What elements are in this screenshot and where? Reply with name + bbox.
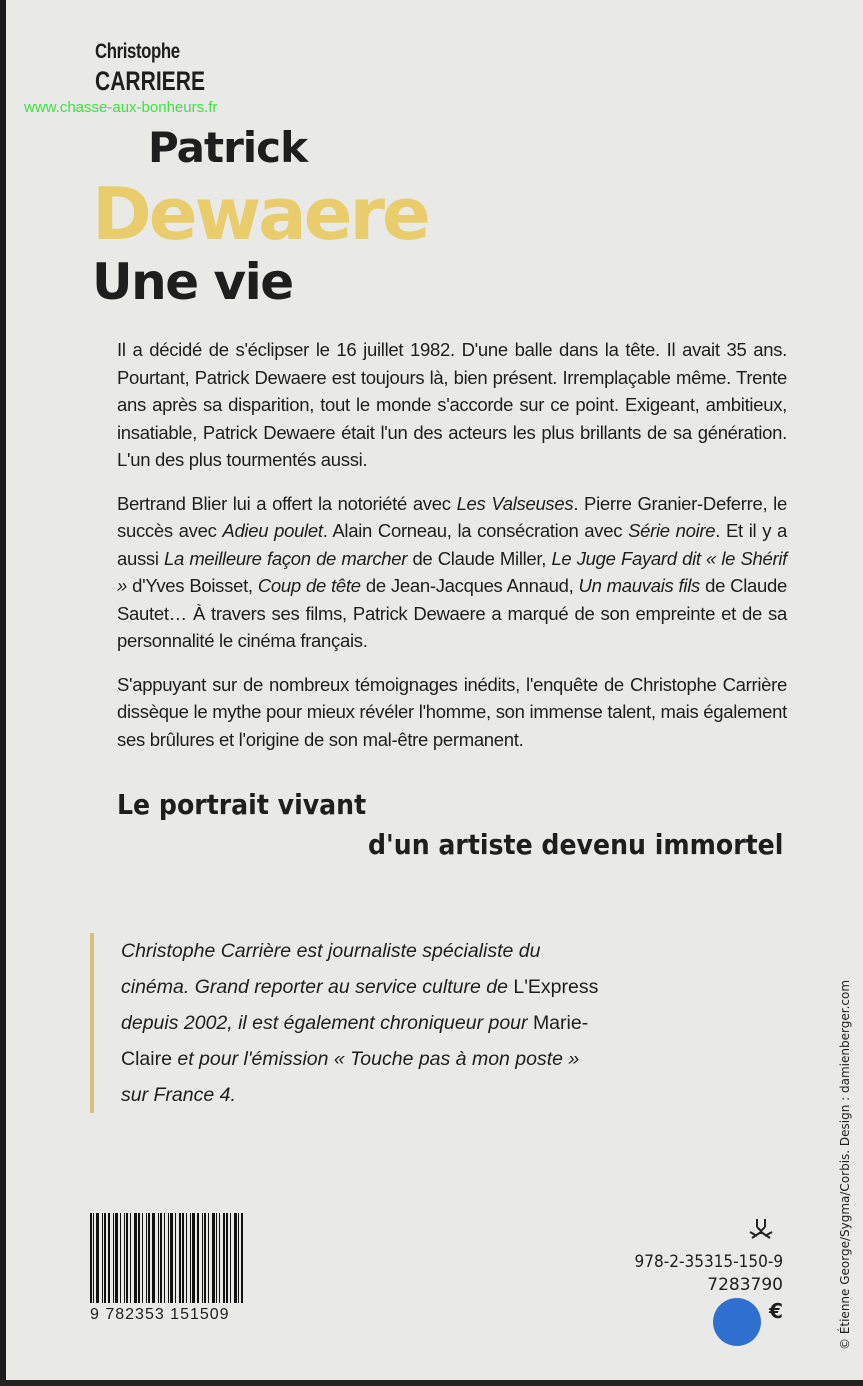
barcode-bar bbox=[204, 1213, 206, 1303]
paragraph-3: S'appuyant sur de nombreux témoignages inédits, l'enquête de Christophe Carrière dissèque le mythe pour mieux révéler l'homme, son immense talent, mais également ses brûlures et l'origine de son mal-être permanent. bbox=[117, 673, 787, 750]
cover-edge bbox=[0, 0, 6, 1386]
film-title: Le Juge Fayard dit « le Shérif » bbox=[117, 547, 787, 596]
barcode-bar bbox=[219, 1213, 220, 1303]
author-bio bbox=[121, 933, 601, 1113]
barcode-bar bbox=[96, 1213, 99, 1303]
barcode-bar bbox=[186, 1213, 187, 1303]
barcode-bar bbox=[179, 1213, 181, 1303]
title-line-2: Dewaere bbox=[92, 172, 428, 256]
barcode-bar bbox=[241, 1213, 243, 1303]
barcode-bar bbox=[190, 1213, 191, 1303]
paragraph-2 bbox=[117, 490, 787, 655]
barcode-bar bbox=[108, 1213, 110, 1303]
euro-symbol: € bbox=[769, 1299, 783, 1323]
watermark: www.chasse-aux-bonheurs.fr bbox=[24, 99, 218, 116]
barcode-bar bbox=[130, 1213, 131, 1303]
publication: Marie-Claire bbox=[121, 1012, 589, 1070]
barcode-bar bbox=[202, 1213, 203, 1303]
cover-text-column bbox=[117, 336, 787, 1113]
film-title: Adieu poulet bbox=[222, 520, 323, 541]
barcode-bar bbox=[164, 1213, 165, 1303]
author-last-name: CARRIERE bbox=[95, 66, 205, 96]
barcode-bar bbox=[170, 1213, 173, 1303]
barcode-bar bbox=[126, 1213, 128, 1303]
barcode-bar bbox=[102, 1213, 103, 1303]
publisher-logo-icon bbox=[748, 1218, 774, 1248]
barcode-bar bbox=[197, 1213, 199, 1303]
title-line-1: Patrick bbox=[148, 123, 308, 172]
barcode-bar bbox=[234, 1213, 237, 1303]
text: d'Yves Boisset, bbox=[127, 575, 258, 596]
film-title: Un mauvais fils bbox=[578, 575, 700, 596]
isbn: 978-2-35315-150-9 bbox=[634, 1252, 783, 1272]
barcode-bar bbox=[124, 1213, 125, 1303]
barcode-bar bbox=[168, 1213, 169, 1303]
barcode-bar bbox=[134, 1213, 137, 1303]
barcode-bar bbox=[104, 1213, 106, 1303]
barcode-bar bbox=[93, 1213, 94, 1303]
product-code: 7283790 bbox=[707, 1275, 783, 1295]
publication: L'Express bbox=[513, 976, 599, 998]
barcode-number: 9 782353 151509 bbox=[90, 1306, 230, 1323]
barcode-bar bbox=[115, 1213, 118, 1303]
film-title: Les Valseuses bbox=[456, 492, 574, 514]
barcode-bar bbox=[120, 1213, 121, 1303]
barcode-bar bbox=[158, 1213, 159, 1303]
barcode-bar bbox=[175, 1213, 176, 1303]
barcode-bar bbox=[212, 1213, 215, 1303]
text: depuis 2002, il est également chroniqueur pour bbox=[121, 1012, 533, 1034]
barcode-bar bbox=[138, 1213, 140, 1303]
title-line-3: Une vie bbox=[92, 253, 293, 311]
barcode-bar bbox=[238, 1213, 239, 1303]
text: de Jean-Jacques Annaud, bbox=[360, 575, 579, 596]
barcode-bar bbox=[160, 1213, 162, 1303]
tagline-line-2: d'un artiste devenu immortel bbox=[367, 828, 784, 861]
cover-bottom-edge bbox=[0, 1380, 863, 1386]
text: de Claude Sautet… À travers ses films, Patrick Dewaere a marqué de son empreinte et de sa personnalité le cinéma français. bbox=[117, 575, 787, 651]
text: . Pierre Granier-Deferre, le succès avec bbox=[117, 492, 787, 541]
barcode-bar bbox=[148, 1213, 150, 1303]
barcode-bar bbox=[182, 1213, 184, 1303]
barcode-bar bbox=[192, 1213, 195, 1303]
text: de Claude Miller, bbox=[407, 547, 552, 569]
paragraph-1: Il a décidé de s'éclipser le 16 juillet 1982. D'une balle dans la tête. Il avait 35 ans. Pourtant, Patrick Dewaere est toujours là, bien présent. Irremplaçable même. Trente ans après sa disparition, tout le monde s'accorde sur ce point. Exigeant, ambitieux, insatiable, Patrick Dewaere était l'un des acteurs les plus brillants de sa génération. L'un des plus tourmentés aussi. bbox=[117, 339, 787, 470]
barcode-bar bbox=[113, 1213, 114, 1303]
barcode-bar bbox=[142, 1213, 143, 1303]
film-title: Coup de tête bbox=[257, 575, 361, 596]
photo-design-credit: © Étienne George/Sygma/Corbis. Design : damienberger.com bbox=[838, 979, 852, 1350]
barcode-bar bbox=[90, 1213, 92, 1303]
barcode-bar bbox=[146, 1213, 147, 1303]
author-first-name: Christophe bbox=[95, 40, 180, 63]
barcode-bar bbox=[216, 1213, 217, 1303]
film-title: La meilleure façon de marcher bbox=[164, 547, 408, 569]
price-sticker bbox=[713, 1298, 761, 1346]
barcode bbox=[90, 1213, 262, 1303]
text: Bertrand Blier lui a offert la notoriété avec bbox=[117, 492, 457, 514]
barcode-bar bbox=[226, 1213, 228, 1303]
bio-accent-bar bbox=[90, 933, 601, 1113]
text: . Alain Corneau, la consécration avec bbox=[322, 520, 629, 541]
barcode-bar bbox=[223, 1213, 225, 1303]
text: Christophe Carrière est journaliste spécialiste du cinéma. Grand reporter au service culture de bbox=[121, 940, 541, 998]
barcode-bar bbox=[230, 1213, 231, 1303]
barcode-bar bbox=[208, 1213, 209, 1303]
text: . Et il y a aussi bbox=[117, 520, 788, 569]
tagline-line-1: Le portrait vivant bbox=[117, 788, 367, 821]
film-title: Série noire bbox=[628, 520, 716, 541]
barcode-bar bbox=[152, 1213, 155, 1303]
text: et pour l'émission « Touche pas à mon poste » sur France 4. bbox=[121, 1048, 580, 1106]
